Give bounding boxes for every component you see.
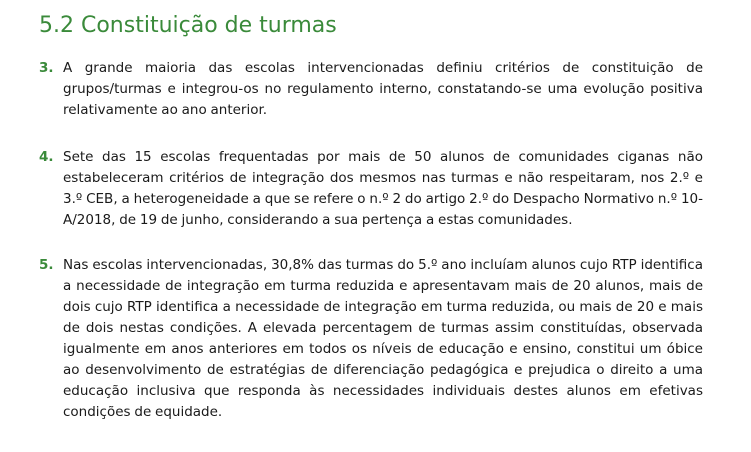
- item-text: Sete das 15 escolas frequentadas por mais de 50 alunos de comunidades ciganas não estabeleceram critérios de integração dos mesmos nas turmas e não respeitaram, nos 2.º e 3.º CEB, a heterogeneidade a que se refere o n.º 2 do artigo 2.º do Despacho Normativo n.º 10-A/2018, de 19 de junho, considerando a sua pertença a estas comunidades.: [63, 149, 703, 228]
- list-item: [39, 58, 703, 121]
- list-item: [39, 255, 703, 423]
- section-title: 5.2 Constituição de turmas: [39, 13, 337, 38]
- item-number: 3.: [39, 60, 54, 76]
- item-text: A grande maioria das escolas intervencionadas definiu critérios de constituição de grupos/turmas e integrou-os no regulamento interno, constatando-se uma evolução positiva relativamente ao ano anterior.: [63, 60, 703, 118]
- item-number: 5.: [39, 257, 54, 273]
- list-item: [39, 147, 703, 231]
- item-number: 4.: [39, 149, 54, 165]
- item-text: Nas escolas intervencionadas, 30,8% das turmas do 5.º ano incluíam alunos cujo RTP identifica a necessidade de integração em turma reduzida e apresentavam mais de 20 alunos, mais de dois cujo RTP identifica a necessidade de integração em turma reduzida, ou mais de 20 e mais de dois nestas condições. A elevada percentagem de turmas assim constituídas, observada igualmente em anos anteriores em todos os níveis de educação e ensino, constitui um óbice ao desenvolvimento de estratégias de diferenciação pedagógica e prejudica o direito a uma educação inclusiva que responda às necessidades individuais destes alunos em efetivas condições de equidade.: [63, 257, 703, 420]
